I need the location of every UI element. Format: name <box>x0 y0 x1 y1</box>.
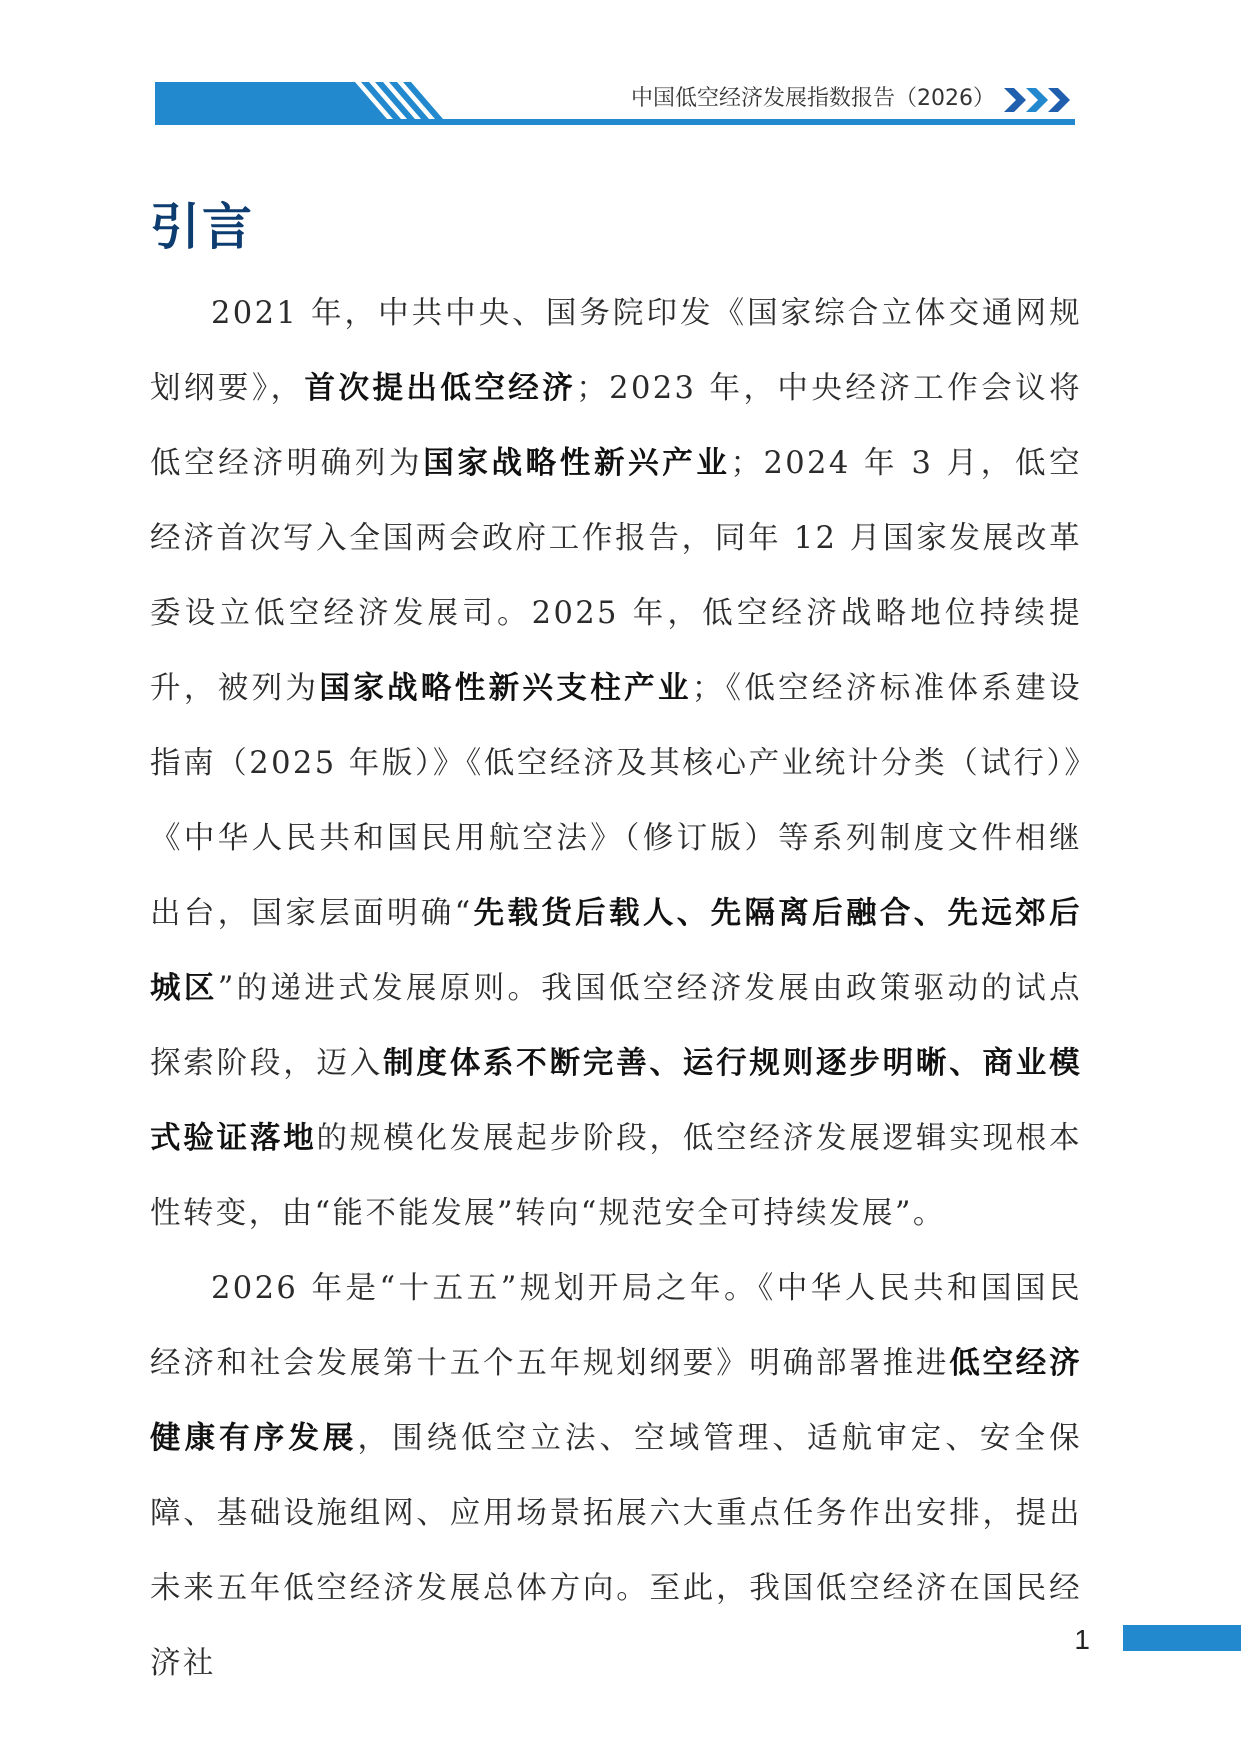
triple-chevron-right-icon <box>1002 86 1072 114</box>
paragraph-text: ；2023 年，中央经济工作会议将低空经济明确列为 <box>150 371 1083 481</box>
emphasis-text: 国家战略性新兴产业 <box>423 446 731 481</box>
emphasis-text: 首次提出低空经济 <box>304 371 577 406</box>
paragraph-text: 2021 年，中共中央、国务院印发《国家综合立体交通网规划纲要》， <box>150 296 1082 406</box>
paragraph-text: 2026 年是“十五五”规划开局之年。《中华人民共和国国民经济和社会发展第十五个五年规划纲要》明确部署推进 <box>150 1271 1082 1381</box>
paragraph-text: ，围绕低空立法、空域管理、适航审定、安全保障、基础设施组网、应用场景拓展六大重点任务作出安排，提出未来五年低空经济发展总体方向。至此，我国低空经济在国民经济社 <box>150 1421 1082 1681</box>
emphasis-text: 制度体系不断完善、运行规则逐步明晰、商业模式验证落地 <box>150 1046 1082 1156</box>
report-title: 中国低空经济发展指数报告（2026） <box>631 86 995 111</box>
page-header <box>0 0 1241 140</box>
footer-bar <box>1123 1625 1241 1651</box>
paragraph-1 <box>150 276 1082 1251</box>
paragraph-text: ；《低空经济标准体系建设指南（2025 年版）》《低空经济及其核心产业统计分类（试行）》《中华人民共和国民用航空法》（修订版）等系列制度文件相继出台，国家层面明确“ <box>150 671 1082 931</box>
emphasis-text: 低空经济健康有序发展 <box>150 1346 1082 1456</box>
paragraph-text: 的规模化发展起步阶段，低空经济发展逻辑实现根本性转变，由“能不能发展”转向“规范安全可持续发展”。 <box>150 1121 1082 1231</box>
emphasis-text: 先载货后载人、先隔离后融合、先远郊后城区 <box>150 896 1083 1006</box>
paragraph-text: ；2024 年 3 月，低空经济首次写入全国两会政府工作报告，同年 12 月国家发展改革委设立低空经济发展司。2025 年，低空经济战略地位持续提升，被列为 <box>150 446 1082 706</box>
paragraph-2 <box>150 1251 1082 1701</box>
section-title: 引言 <box>150 198 254 256</box>
page-number: 1 <box>1074 1624 1090 1655</box>
paragraph-text: ”的递进式发展原则。我国低空经济发展由政策驱动的试点探索阶段，迈入 <box>150 971 1082 1081</box>
body-text <box>150 276 1082 1701</box>
emphasis-text: 国家战略性新兴支柱产业 <box>319 671 692 706</box>
